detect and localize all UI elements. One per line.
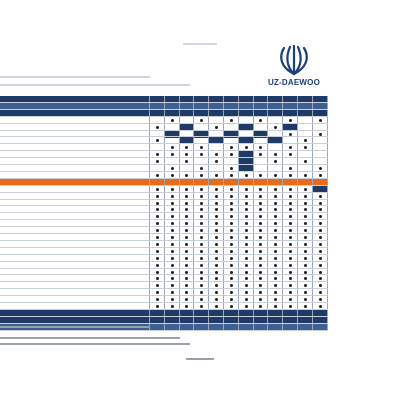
service-mark-icon [200, 215, 203, 218]
service-mark-icon [274, 126, 277, 129]
service-mark-icon [185, 146, 188, 149]
service-mark-icon [259, 243, 262, 246]
service-mark-icon [185, 264, 188, 267]
service-mark-icon [319, 174, 322, 177]
service-mark-icon [230, 243, 233, 246]
service-mark-icon [171, 202, 174, 205]
service-mark-icon [319, 202, 322, 205]
service-mark-icon [274, 174, 277, 177]
page-footer-line [186, 358, 214, 360]
footnote-line-1 [0, 326, 150, 328]
service-mark-icon [304, 215, 307, 218]
service-mark-icon [245, 229, 248, 232]
service-mark-icon [319, 222, 322, 225]
service-mark-icon [304, 257, 307, 260]
service-mark-icon [230, 174, 233, 177]
service-mark-icon [215, 243, 218, 246]
service-mark-icon [319, 229, 322, 232]
service-mark-icon [171, 291, 174, 294]
service-mark-icon [171, 208, 174, 211]
service-mark-icon [215, 222, 218, 225]
service-mark-icon [230, 119, 233, 122]
service-mark-icon [245, 174, 248, 177]
service-mark-icon [245, 215, 248, 218]
service-mark-icon [215, 250, 218, 253]
service-mark-icon [259, 236, 262, 239]
service-mark-icon [274, 291, 277, 294]
service-mark-icon [185, 305, 188, 308]
service-mark-icon [215, 229, 218, 232]
service-mark-icon [289, 174, 292, 177]
service-mark-icon [319, 167, 322, 170]
service-mark-icon [319, 243, 322, 246]
service-mark-icon [156, 236, 159, 239]
service-mark-icon [171, 250, 174, 253]
service-mark-icon [274, 208, 277, 211]
service-mark-icon [230, 277, 233, 280]
service-mark-icon [259, 257, 262, 260]
service-mark-icon [156, 284, 159, 287]
service-mark-icon [230, 271, 233, 274]
service-mark-icon [289, 133, 292, 136]
service-mark-icon [259, 174, 262, 177]
service-mark-icon [230, 167, 233, 170]
service-mark-icon [319, 215, 322, 218]
service-mark-icon [304, 208, 307, 211]
service-mark-icon [156, 126, 159, 129]
service-mark-icon [259, 229, 262, 232]
service-mark-icon [274, 153, 277, 156]
service-mark-icon [289, 195, 292, 198]
service-mark-icon [171, 119, 174, 122]
service-mark-icon [289, 167, 292, 170]
service-mark-icon [171, 284, 174, 287]
service-mark-icon [215, 298, 218, 301]
service-mark-icon [259, 271, 262, 274]
footnote-line-2 [0, 337, 180, 339]
service-mark-icon [274, 305, 277, 308]
service-mark-icon [245, 243, 248, 246]
service-mark-icon [156, 250, 159, 253]
service-mark-icon [156, 188, 159, 191]
service-mark-icon [289, 291, 292, 294]
uz-daewoo-logo [252, 44, 336, 94]
service-mark-icon [185, 257, 188, 260]
service-mark-icon [304, 277, 307, 280]
service-mark-icon [171, 195, 174, 198]
service-mark-icon [230, 195, 233, 198]
service-mark-icon [200, 291, 203, 294]
service-mark-icon [200, 305, 203, 308]
document-subtitle-line [0, 84, 190, 86]
service-mark-icon [259, 264, 262, 267]
service-mark-icon [156, 277, 159, 280]
service-mark-icon [289, 119, 292, 122]
service-mark-icon [289, 229, 292, 232]
service-mark-icon [259, 202, 262, 205]
service-mark-icon [230, 153, 233, 156]
service-mark-icon [156, 264, 159, 267]
service-mark-icon [304, 264, 307, 267]
service-mark-icon [304, 188, 307, 191]
service-mark-icon [274, 202, 277, 205]
service-mark-icon [230, 284, 233, 287]
service-mark-icon [245, 277, 248, 280]
service-mark-icon [156, 160, 159, 163]
service-mark-icon [289, 236, 292, 239]
service-mark-icon [304, 236, 307, 239]
service-mark-icon [171, 188, 174, 191]
service-mark-icon [259, 119, 262, 122]
service-mark-icon [274, 188, 277, 191]
service-mark-icon [289, 222, 292, 225]
service-mark-icon [304, 291, 307, 294]
service-mark-icon [200, 271, 203, 274]
service-mark-icon [274, 271, 277, 274]
service-mark-icon [230, 202, 233, 205]
service-mark-icon [259, 298, 262, 301]
service-mark-icon [259, 146, 262, 149]
service-mark-icon [171, 243, 174, 246]
service-mark-icon [304, 298, 307, 301]
service-mark-icon [185, 174, 188, 177]
service-mark-icon [156, 153, 159, 156]
service-mark-icon [230, 298, 233, 301]
service-mark-icon [289, 188, 292, 191]
service-mark-icon [245, 202, 248, 205]
service-mark-icon [215, 153, 218, 156]
service-mark-icon [185, 202, 188, 205]
service-mark-icon [319, 119, 322, 122]
service-mark-icon [215, 215, 218, 218]
service-mark-icon [215, 208, 218, 211]
service-mark-icon [200, 167, 203, 170]
service-mark-icon [185, 243, 188, 246]
service-mark-icon [171, 222, 174, 225]
service-mark-icon [245, 271, 248, 274]
service-mark-icon [245, 284, 248, 287]
service-mark-icon [230, 264, 233, 267]
service-mark-icon [259, 291, 262, 294]
service-mark-icon [304, 174, 307, 177]
service-mark-icon [245, 222, 248, 225]
service-mark-icon [274, 298, 277, 301]
service-mark-icon [215, 284, 218, 287]
service-mark-icon [215, 236, 218, 239]
service-mark-icon [185, 277, 188, 280]
service-mark-icon [215, 195, 218, 198]
service-mark-icon [171, 167, 174, 170]
service-mark-icon [274, 257, 277, 260]
service-mark-icon [289, 146, 292, 149]
service-mark-icon [171, 236, 174, 239]
service-mark-icon [156, 243, 159, 246]
service-mark-icon [289, 153, 292, 156]
service-mark-icon [319, 291, 322, 294]
service-mark-icon [171, 271, 174, 274]
service-mark-icon [200, 236, 203, 239]
service-mark-icon [200, 202, 203, 205]
service-mark-icon [230, 291, 233, 294]
service-mark-icon [259, 305, 262, 308]
service-mark-icon [200, 264, 203, 267]
service-mark-icon [245, 146, 248, 149]
service-mark-icon [156, 291, 159, 294]
service-mark-icon [185, 271, 188, 274]
service-mark-icon [156, 208, 159, 211]
service-mark-icon [245, 291, 248, 294]
service-mark-icon [200, 298, 203, 301]
service-mark-icon [304, 305, 307, 308]
service-mark-icon [171, 298, 174, 301]
service-mark-icon [200, 222, 203, 225]
service-mark-icon [230, 222, 233, 225]
service-mark-icon [185, 222, 188, 225]
service-mark-icon [200, 174, 203, 177]
service-mark-icon [289, 298, 292, 301]
service-mark-icon [215, 257, 218, 260]
service-mark-icon [274, 215, 277, 218]
service-mark-icon [200, 277, 203, 280]
service-mark-icon [171, 146, 174, 149]
service-mark-icon [230, 229, 233, 232]
service-mark-icon [215, 202, 218, 205]
service-mark-icon [215, 305, 218, 308]
service-mark-icon [156, 271, 159, 274]
service-mark-icon [259, 153, 262, 156]
service-mark-icon [289, 305, 292, 308]
service-mark-icon [289, 215, 292, 218]
service-mark-icon [259, 195, 262, 198]
service-mark-icon [185, 229, 188, 232]
service-mark-icon [171, 305, 174, 308]
service-mark-icon [185, 215, 188, 218]
service-mark-icon [230, 250, 233, 253]
service-mark-icon [171, 257, 174, 260]
service-mark-icon [259, 215, 262, 218]
service-mark-icon [259, 222, 262, 225]
service-mark-icon [200, 250, 203, 253]
service-mark-icon [304, 202, 307, 205]
service-mark-icon [245, 305, 248, 308]
footnote-line-3 [0, 343, 190, 345]
service-mark-icon [289, 208, 292, 211]
service-mark-icon [215, 160, 218, 163]
service-mark-icon [156, 298, 159, 301]
service-mark-icon [156, 174, 159, 177]
service-mark-icon [319, 271, 322, 274]
service-mark-icon [171, 229, 174, 232]
service-mark-icon [245, 298, 248, 301]
service-mark-icon [200, 229, 203, 232]
service-mark-icon [289, 264, 292, 267]
service-mark-icon [274, 229, 277, 232]
service-mark-icon [185, 195, 188, 198]
service-mark-icon [274, 250, 277, 253]
service-mark-icon [200, 257, 203, 260]
service-mark-icon [185, 160, 188, 163]
row-divider [0, 330, 328, 331]
service-mark-icon [185, 236, 188, 239]
service-mark-icon [289, 271, 292, 274]
service-mark-icon [274, 160, 277, 163]
service-mark-icon [319, 257, 322, 260]
service-mark-icon [274, 284, 277, 287]
service-mark-icon [259, 188, 262, 191]
service-mark-icon [230, 236, 233, 239]
service-mark-icon [274, 195, 277, 198]
service-mark-icon [304, 160, 307, 163]
service-mark-icon [230, 188, 233, 191]
service-mark-icon [304, 229, 307, 232]
service-mark-icon [274, 264, 277, 267]
service-mark-icon [156, 202, 159, 205]
service-mark-icon [304, 222, 307, 225]
logo-wordmark: UZ-DAEWOO [267, 78, 320, 87]
service-mark-icon [230, 215, 233, 218]
service-mark-icon [245, 208, 248, 211]
service-mark-icon [319, 277, 322, 280]
service-mark-icon [185, 208, 188, 211]
service-mark-icon [230, 257, 233, 260]
service-mark-icon [259, 284, 262, 287]
service-mark-icon [304, 139, 307, 142]
service-mark-icon [185, 250, 188, 253]
service-mark-icon [200, 119, 203, 122]
service-mark-icon [259, 208, 262, 211]
service-mark-icon [274, 243, 277, 246]
service-mark-icon [289, 202, 292, 205]
service-mark-icon [200, 208, 203, 211]
service-mark-icon [200, 243, 203, 246]
service-mark-icon [319, 133, 322, 136]
service-mark-icon [215, 188, 218, 191]
service-mark-icon [156, 305, 159, 308]
service-mark-icon [156, 195, 159, 198]
service-mark-icon [245, 257, 248, 260]
service-mark-icon [245, 250, 248, 253]
service-mark-icon [185, 153, 188, 156]
service-mark-icon [156, 222, 159, 225]
service-mark-icon [245, 236, 248, 239]
service-mark-icon [200, 284, 203, 287]
service-mark-icon [200, 153, 203, 156]
service-mark-icon [245, 195, 248, 198]
service-mark-icon [289, 284, 292, 287]
service-mark-icon [319, 298, 322, 301]
service-mark-icon [319, 195, 322, 198]
service-mark-icon [319, 284, 322, 287]
service-mark-icon [259, 277, 262, 280]
document-title-line [0, 76, 150, 78]
service-mark-icon [156, 139, 159, 142]
service-mark-icon [289, 277, 292, 280]
service-mark-icon [200, 146, 203, 149]
service-mark-icon [230, 208, 233, 211]
service-mark-icon [245, 188, 248, 191]
service-mark-icon [319, 264, 322, 267]
service-mark-icon [185, 298, 188, 301]
service-mark-icon [289, 257, 292, 260]
service-mark-icon [304, 271, 307, 274]
service-mark-icon [319, 236, 322, 239]
daewoo-emblem-icon [252, 44, 336, 78]
service-mark-icon [156, 215, 159, 218]
service-mark-icon [156, 229, 159, 232]
service-mark-icon [185, 188, 188, 191]
service-mark-icon [230, 305, 233, 308]
service-mark-icon [185, 284, 188, 287]
service-mark-icon [259, 250, 262, 253]
service-mark-icon [304, 250, 307, 253]
service-mark-icon [304, 195, 307, 198]
service-mark-icon [200, 188, 203, 191]
service-mark-icon [171, 153, 174, 156]
service-mark-icon [215, 291, 218, 294]
service-mark-icon [200, 195, 203, 198]
service-mark-icon [215, 264, 218, 267]
service-mark-icon [156, 257, 159, 260]
service-mark-icon [171, 174, 174, 177]
service-mark-icon [274, 277, 277, 280]
page-header-line [183, 43, 217, 45]
service-mark-icon [171, 277, 174, 280]
service-mark-icon [215, 277, 218, 280]
service-mark-icon [215, 174, 218, 177]
service-mark-icon [304, 146, 307, 149]
service-mark-icon [274, 236, 277, 239]
service-mark-icon [171, 215, 174, 218]
service-mark-icon [215, 126, 218, 129]
service-mark-icon [304, 243, 307, 246]
service-mark-icon [289, 250, 292, 253]
service-mark-icon [319, 208, 322, 211]
service-mark-icon [274, 222, 277, 225]
service-mark-icon [289, 243, 292, 246]
service-mark-icon [245, 264, 248, 267]
service-mark-icon [215, 271, 218, 274]
service-mark-icon [319, 250, 322, 253]
service-mark-icon [319, 305, 322, 308]
service-mark-icon [171, 264, 174, 267]
service-mark-icon [304, 284, 307, 287]
service-mark-icon [185, 291, 188, 294]
service-mark-icon [230, 146, 233, 149]
